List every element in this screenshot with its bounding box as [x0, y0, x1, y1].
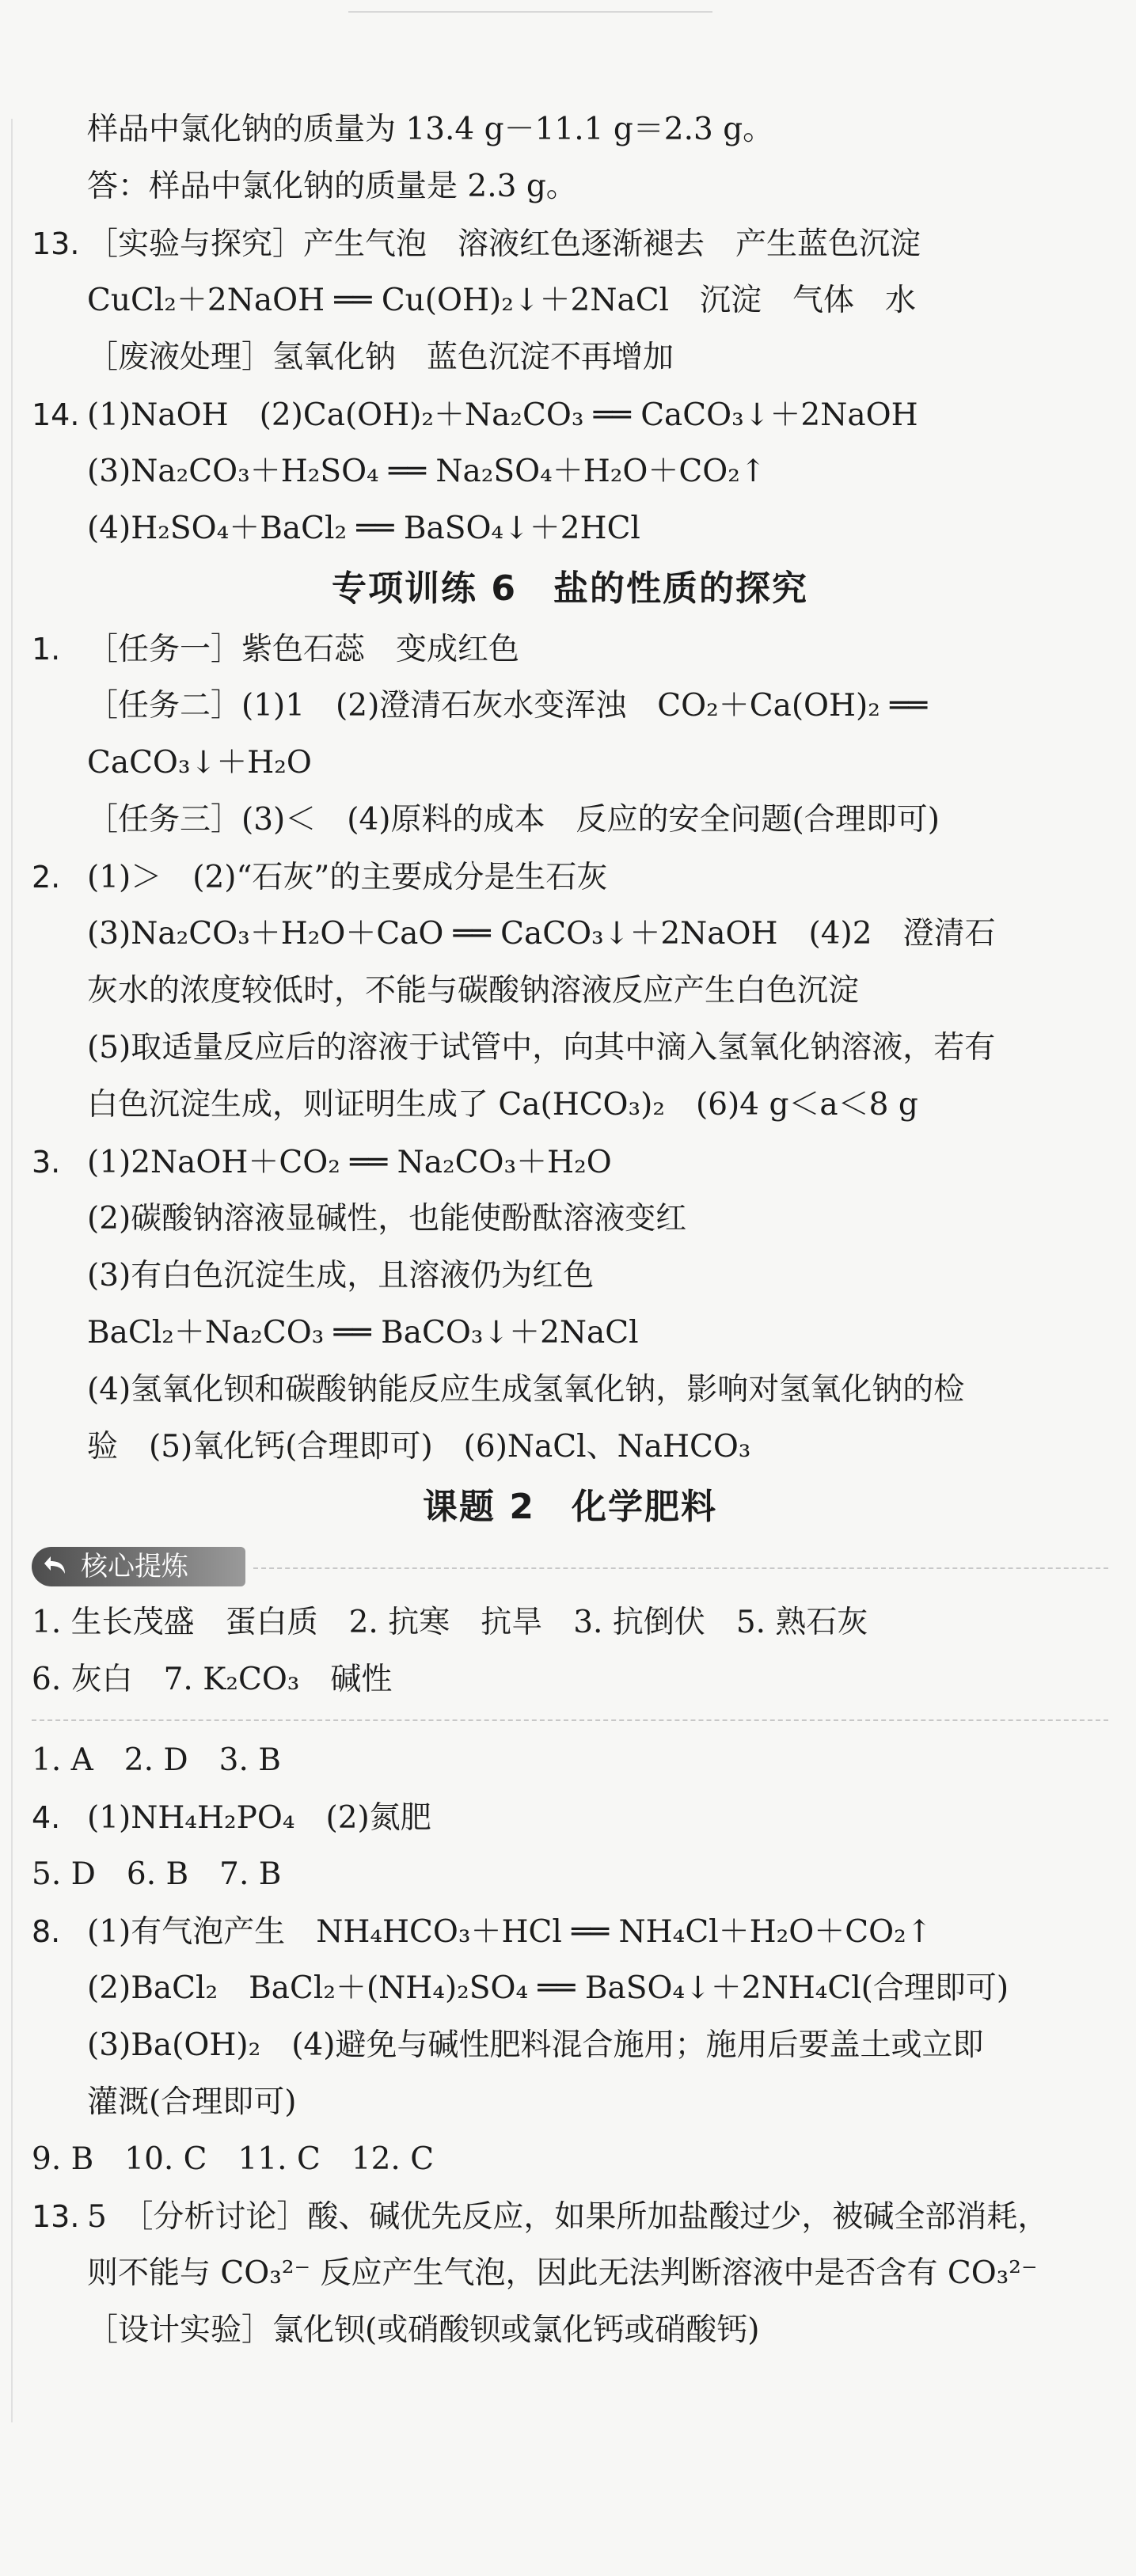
dashed-divider [253, 1567, 1108, 1569]
answer-line: (3)Na₂CO₃＋H₂O＋CaO ══ CaCO₃↓＋2NaOH (4)2 澄清石 [87, 916, 996, 952]
curved-arrow-icon [43, 1553, 70, 1580]
answer-line: 1. ［任务一］紫色石蕊 变成红色 [32, 621, 1108, 678]
answer-line: 9. B 10. C 11. C 12. C [32, 2141, 435, 2177]
answer-line: 验 (5)氧化钙(合理即可) (6)NaCl、NaHCO₃ [87, 1429, 751, 1465]
section-title: 课题 2 化学肥料 [423, 1487, 717, 1527]
answer-line: 13. 5 ［分析讨论］酸、碱优先反应，如果所加盐酸过少，被碱全部消耗， [32, 2188, 1108, 2245]
answer-line: 3. (1)2NaOH＋CO₂ ══ Na₂CO₃＋H₂O [32, 1134, 1108, 1191]
question-number: 13. [32, 2199, 80, 2234]
section-title: 专项训练 6 盐的性质的探究 [332, 568, 808, 609]
answer-line: 样品中氯化钠的质量为 13.4 g－11.1 g＝2.3 g。 [87, 112, 774, 147]
core-summary-header [32, 1539, 1108, 1594]
answer-line: 8. (1)有气泡产生 NH₄HCO₃＋HCl ══ NH₄Cl＋H₂O＋CO₂↑ [32, 1903, 1108, 1960]
answer-line: 答：样品中氯化钠的质量是 2.3 g。 [87, 169, 577, 204]
question-number: 3. [32, 1145, 61, 1180]
core-summary-tag: 核心提炼 [32, 1547, 245, 1586]
answer-line: 白色沉淀生成，则证明生成了 Ca(HCO₃)₂ (6)4 g＜a＜8 g [87, 1087, 918, 1123]
answer-line: 1. 生长茂盛 蛋白质 2. 抗寒 抗旱 3. 抗倒伏 5. 熟石灰 [32, 1605, 868, 1640]
question-number: 14. [32, 397, 80, 432]
answer-line: (3)Na₂CO₃＋H₂SO₄ ══ Na₂SO₄＋H₂O＋CO₂↑ [87, 454, 766, 489]
answer-line: BaCl₂＋Na₂CO₃ ══ BaCO₃↓＋2NaCl [87, 1315, 639, 1351]
answer-line: (2)碳酸钠溶液显碱性，也能使酚酞溶液变红 [87, 1201, 687, 1237]
answer-line: ［任务二］(1)1 (2)澄清石灰水变浑浊 CO₂＋Ca(OH)₂ ══ [87, 688, 928, 724]
question-number: 13. [32, 226, 80, 261]
answer-line: CaCO₃↓＋H₂O [87, 745, 312, 781]
dashed-divider [32, 1708, 1108, 1732]
block-part1 [32, 101, 1108, 557]
answer-page [32, 101, 1108, 2359]
answer-line: ［任务三］(3)＜ (4)原料的成本 反应的安全问题(合理即可) [87, 802, 940, 838]
question-number: 8. [32, 1914, 61, 1949]
answer-line: 4. (1)NH₄H₂PO₄ (2)氮肥 [32, 1789, 1108, 1846]
question-number: 1. [32, 632, 61, 667]
answer-line: 灰水的浓度较低时，不能与碳酸钠溶液反应产生白色沉淀 [87, 973, 860, 1009]
answer-line: 1. A 2. D 3. B [32, 1742, 281, 1778]
question-number: 2. [32, 860, 61, 895]
answer-line: (2)BaCl₂ BaCl₂＋(NH₄)₂SO₄ ══ BaSO₄↓＋2NH₄Cl(合理即可) [87, 1970, 1009, 2006]
block-part2 [32, 621, 1108, 1476]
answer-line: 6. 灰白 7. K₂CO₃ 碱性 [32, 1662, 393, 1697]
answer-line: (5)取适量反应后的溶液于试管中，向其中滴入氢氧化钠溶液，若有 [87, 1030, 996, 1066]
answer-line: ［设计实验］氯化钡(或硝酸钡或氯化钙或硝酸钙) [87, 2312, 760, 2348]
answer-line: 5. D 6. B 7. B [32, 1856, 282, 1892]
margin-rule [11, 119, 13, 2422]
answer-line: (4)H₂SO₄＋BaCl₂ ══ BaSO₄↓＋2HCl [87, 511, 640, 546]
answer-line: ［废液处理］氢氧化钠 蓝色沉淀不再增加 [87, 340, 674, 375]
answer-line: (3)有白色沉淀生成，且溶液仍为红色 [87, 1258, 595, 1294]
answer-line: 2. (1)＞ (2)“石灰”的主要成分是生石灰 [32, 849, 1108, 906]
answer-line: (3)Ba(OH)₂ (4)避免与碱性肥料混合施用；施用后要盖土或立即 [87, 2027, 984, 2063]
top-rule [348, 11, 712, 13]
answer-line: CuCl₂＋2NaOH ══ Cu(OH)₂↓＋2NaCl 沉淀 气体 水 [87, 283, 917, 318]
answer-line: 则不能与 CO₃²⁻ 反应产生气泡，因此无法判断溶液中是否含有 CO₃²⁻ [87, 2255, 1038, 2291]
answer-line: 14. (1)NaOH (2)Ca(OH)₂＋Na₂CO₃ ══ CaCO₃↓＋2NaOH [32, 386, 1108, 443]
answer-line: (4)氢氧化钡和碳酸钠能反应生成氢氧化钠，影响对氢氧化钠的检 [87, 1372, 965, 1408]
block-part3 [32, 1732, 1108, 2359]
question-number: 4. [32, 1800, 61, 1835]
answer-line: 13. ［实验与探究］产生气泡 溶液红色逐渐褪去 产生蓝色沉淀 [32, 215, 1108, 272]
block-core [32, 1594, 1108, 1708]
answer-line: 灌溉(合理即可) [87, 2084, 297, 2120]
